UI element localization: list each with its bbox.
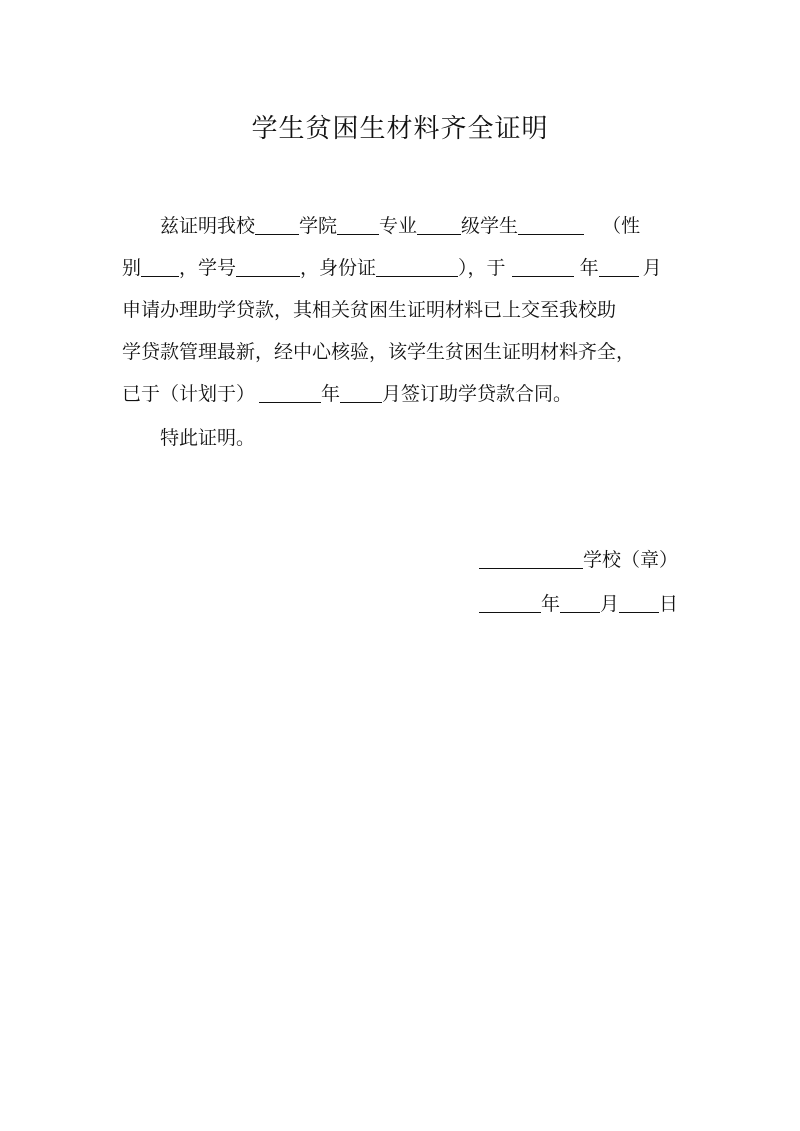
- text-segment: （性: [602, 215, 641, 237]
- body-line-2: [122, 254, 662, 282]
- text-segment: 学院: [299, 215, 338, 237]
- blank-major[interactable]: [337, 216, 379, 235]
- body-line-5: [122, 380, 572, 408]
- blank-contract-month[interactable]: [340, 384, 382, 403]
- text-segment: 级学生: [461, 215, 519, 237]
- body-line-1: [122, 212, 640, 240]
- date-month-label: 月: [599, 593, 619, 615]
- text-segment: 月: [642, 257, 662, 279]
- date-year-label: 年: [540, 593, 560, 615]
- blank-school-name[interactable]: [479, 550, 583, 569]
- closing-text: 特此证明。: [160, 427, 256, 449]
- blank-college[interactable]: [255, 216, 299, 235]
- blank-gender[interactable]: [141, 258, 179, 277]
- blank-sign-year[interactable]: [479, 594, 541, 613]
- page-title: 学生贫困生材料齐全证明: [251, 114, 549, 144]
- text-segment: 专业: [379, 215, 418, 237]
- blank-sign-day[interactable]: [619, 594, 659, 613]
- text-segment: 申请办理助学贷款，其相关贫困生证明材料已上交至我校助: [122, 299, 617, 321]
- text-segment: 年: [321, 383, 341, 405]
- blank-grade[interactable]: [417, 216, 461, 235]
- text-segment: 年: [579, 257, 599, 279]
- text-segment: 兹证明我校: [160, 215, 256, 237]
- text-segment: 月签订助学贷款合同。: [382, 383, 573, 405]
- text-segment: 学贷款管理最新，经中心核验，该学生贫困生证明材料齐全，: [122, 341, 636, 363]
- blank-id-card[interactable]: [376, 258, 458, 277]
- body-line-4: [122, 338, 635, 366]
- text-segment: ，身份证: [300, 257, 377, 279]
- text-segment: 别: [122, 257, 142, 279]
- signature-date: [479, 590, 678, 618]
- blank-sign-month[interactable]: [560, 594, 600, 613]
- blank-apply-month[interactable]: [599, 258, 639, 277]
- text-segment: ，学号: [179, 257, 237, 279]
- school-seal-label: 学校（章）: [582, 549, 678, 571]
- body-line-3: [122, 296, 616, 324]
- text-segment: 已于（计划于）: [122, 383, 256, 405]
- blank-apply-year[interactable]: [512, 258, 574, 277]
- blank-student-id[interactable]: [236, 258, 300, 277]
- blank-contract-year[interactable]: [259, 384, 321, 403]
- date-day-label: 日: [658, 593, 678, 615]
- signature-school: [479, 546, 678, 574]
- text-segment: ），于: [458, 257, 506, 279]
- closing-line: [122, 424, 255, 452]
- blank-student-name[interactable]: [518, 216, 584, 235]
